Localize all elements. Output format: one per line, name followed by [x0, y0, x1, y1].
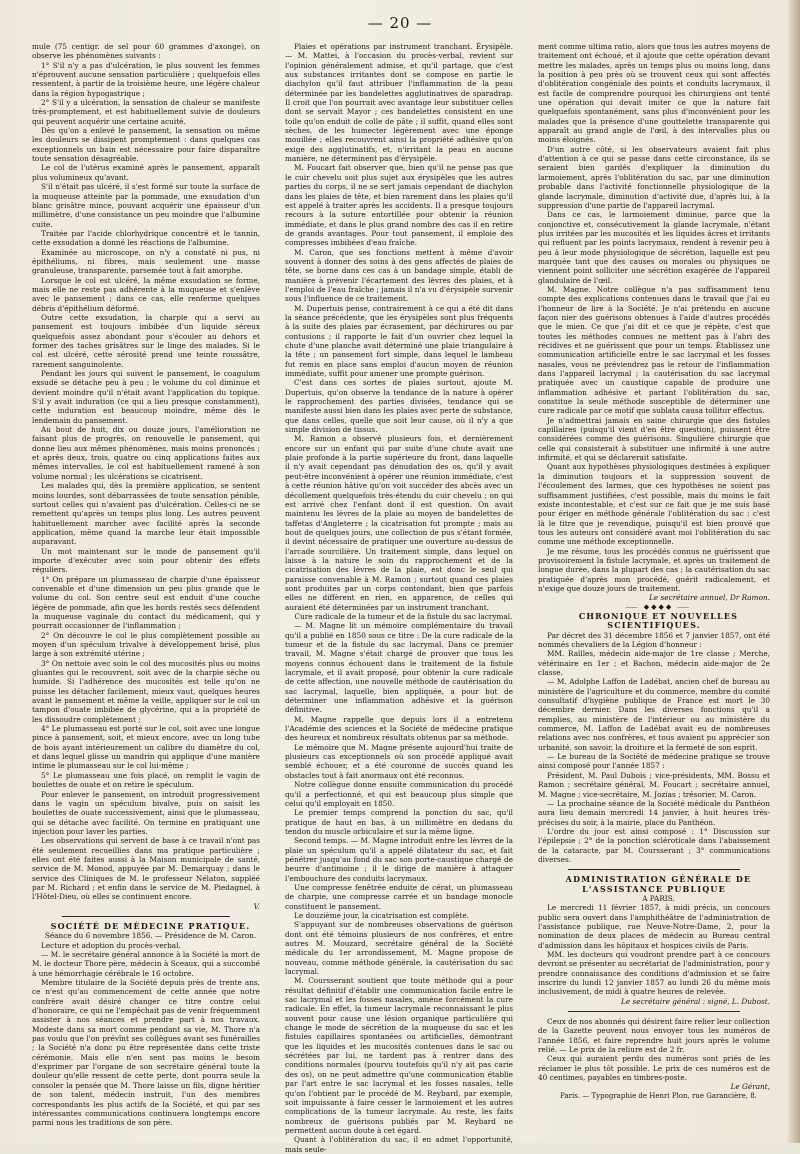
paragraph: 2° On découvre le col le plus complètement possible au moyen d'un spéculum trivalve à développement brisé, plus large à son extrémité utérine ;: [32, 630, 260, 659]
subsection-title: Cure radicale de la tumeur et de la fistule du sac lacrymal.: [294, 611, 513, 621]
page-edge: [788, 0, 800, 1143]
paragraph: Le mercredi 11 février 1857, à midi précis, un concours public sera ouvert dans l'amphithéâtre de l'administration de l'assistance publique, rue Neuve-Notre-Dame, 2, pour la nomination de deux places de médecin au Bureau central d'admission dans les hôpitaux et hospices civils de Paris.: [538, 903, 770, 950]
paragraph: Le douzième jour, la cicatrisation est complète.: [294, 910, 469, 920]
imprint-line: Paris. — Typographie de Henri Plon, rue Garancière, 8.: [560, 1091, 757, 1100]
paragraph: Je me résume, tous les procédés connus ne guérissent que provisoirement la fistule lacrymale, et après un traitement de longue durée, dans la plupart des cas ; la cautérisation du sac pratiquée d'après mon procédé, guérit radicalement, et n'exige que douze jours de traitement.: [538, 546, 770, 593]
column-middle: [285, 42, 513, 1154]
paragraph: Un mot maintenant sur le mode de pansement qu'il importe d'exécuter avec soin pour obtenir des effets réguliers.: [32, 546, 260, 575]
paragraph: Notre collègue donne ensuite communication du procédé qu'il a perfectionné, et qui est beaucoup plus simple que celui qu'il employait en 1850.: [285, 780, 513, 808]
paragraph: Le mémoire que M. Magne présente aujourd'hui traite de plusieurs cas exceptionnels où son procédé appliqué avait semblé échouer, et a été couronné de succès quand les obstacles tout à fait anormaux ont été reconnus.: [285, 742, 513, 780]
paragraph: 1° On prépare un plumasseau de charpie d'une épaisseur convenable et d'une dimension un peu plus grande que le volume du col. Son centre seul est enduit d'une couche légère de pommade, afin que les bords restés secs défendent la muqueuse vaginale du contact du médicament, qui y pourrait occasionner de l'inflammation ;: [32, 574, 260, 631]
paragraph: Examinée au microscope, on n'y a constaté ni pus, ni épithéliums, ni fibres, mais seulement une masse granuleuse, transparente, parsemée tout à fait amorphe.: [32, 247, 260, 276]
paragraph: MM. Raïlles, médecin aide-major de 1re classe ; Merche, vétérinaire en 1er ; et Bachon, médecin aide-major de 2e classe.: [538, 649, 770, 678]
paragraph: Pendant les jours qui suivent le pansement, le coagulum exsudé se détache peu à peu ; le volume du col diminue et devient moindre qu'il n'était avant l'application du topique. S'il y avait induration (ce qui a lieu presque constamment), cette induration est beaucoup moindre, même dès le lendemain du pansement.: [32, 369, 260, 425]
paragraph: 3° On nettoie avec soin le col des mucosités plus ou moins gluantes qui le recouvrent, soit avec de la charpie sèche ou humide. Si l'adhérence des mucosités est telle qu'on ne puisse les détacher facilement, mieux vaut, quelques heures avant le pansement et même la veille, appliquer sur le col un tampon d'ouate imbibée de glycérine, qui a la propriété de les dissoudre complètement ;: [32, 658, 260, 724]
paragraph: Pour enlever le pansement, on introduit progressivement dans le vagin un spéculum bivalve, puis on saisit les boulettes de ouate successivement, ainsi que le plumasseau, qui se détache avec facilité. On termine en pratiquant une injection pour laver les parties.: [32, 789, 260, 836]
paragraph: M. Caron, que ses fonctions mettent à même d'avoir souvent à donner des soins à des gens affectés de plaies de tête, se borne dans ces cas à un bandage simple, établi de manière à prévenir l'écartement des lèvres des plaies, et à l'emploi de l'eau fraîche ; jamais il n'a vu d'érysipèle survenir sous l'influence de ce traitement.: [285, 247, 513, 304]
paragraph: — La prochaine séance de la Société médicale du Panthéon aura lieu demain mercredi 14 janvier, à huit heures très-précises du soir, à la mairie, place du Panthéon.: [538, 798, 770, 827]
paragraph: L'ordre du jour est ainsi composé : 1° Discussion sur l'épilepsie ; 2° de la ponction scléroticale dans l'abaissement de la cataracte, par M. Coursserant ; 3° communications diverses.: [538, 826, 770, 864]
paragraph: M. Dupertuis pense, contrairement à ce qui a été dit dans la séance précédente, que les érysipèles sont plus fréquents à la suite des plaies par écrasement, par déchirures ou par contusions ; il rapporte le fait d'un ouvrier chez lequel la chute d'une planche avait déterminé une plaie triangulaire à la tête ; un pansement fort simple, dans lequel le lambeau fut remis en place sans emploi d'aucun moyen de réunion immédiate, suffit pour amener une prompte guérison.: [285, 303, 513, 379]
paragraph: 1° S'il n'y a pas d'ulcération, le plus souvent les femmes n'éprouvent aucune sensation particulière ; quelquefois elles ressentent, à partir de la troisième heure, une légère chaleur dans la région hypogastrique ;: [32, 60, 260, 98]
paragraph: Lorsque le col est ulcéré, la même exsudation se forme, mais elle ne reste pas adhérente à la muqueuse et s'enlève avec le pansement ; dans ce cas, elle renferme quelques débris d'épithélium déformé.: [32, 275, 260, 313]
paragraph: Traitée par l'acide chlorhydrique concentré et le tannin, cette exsudation a donné les réactions de l'albumine.: [32, 228, 260, 248]
paragraph: 4° Le plumasseau est porté sur le col, soit avec une longue pince à pansement, soit, et mieux encore, avec un long tube de bois ayant intérieurement un calibre du diamètre du col, et dans lequel glisse un mandrin qui applique d'une manière intime le plumasseau sur le col lui-même ;: [32, 724, 260, 771]
paragraph: Le premier temps comprend la ponction du sac, qu'il pratique de haut en bas, à un millimètre en dedans du tendon du muscle orbiculaire et sur la même ligne.: [285, 808, 513, 836]
paragraph: — Le bureau de la Société de médecine pratique se trouve ainsi composé pour l'année 1857 :: [538, 752, 770, 771]
section-divider: [62, 916, 230, 917]
paragraph: Les observations qui servent de base à ce travail n'ont pas été seulement recueillies dans ma pratique particulière ; elles ont été faites aussi à la Maison municipale de santé, service de M. Monod, appuyée par M. Demarquay ; dans le service des Cliniques de M. le professeur Nélaton, suppléé par M. Richard ; et enfin dans le service de M. Piedagnel, à l'Hôtel-Dieu, où elles se continuent encore.: [32, 836, 260, 902]
paragraph: — M. le secrétaire général annonce à la Société la mort de M. le docteur Thore père, médecin à Sceaux, qui a succombé à une hémorrhagie cérébrale le 16 octobre.: [32, 950, 260, 978]
section-title: SOCIÉTÉ DE MÉDECINE PRATIQUE.: [50, 920, 251, 931]
paragraph: 2° S'il y a ulcération, la sensation de chaleur se manifeste très-promptement, et est habituellement suivie de douleurs qui peuvent acquérir une certaine acuité.: [32, 98, 260, 126]
paragraph: Une compresse fenêtrée enduite de cérat, un plumasseau de charpie, une compresse carrée et un bandage monocle constituent le pansement.: [285, 882, 513, 911]
paragraph: Ceux qui auraient perdu des numéros sont priés de les réclamer le plus tôt possible. Le prix de ces numéros est de 40 centimes, payables en timbres-poste.: [538, 1054, 770, 1083]
paragraph: M. Coursserant soutient que toute méthode qui a pour résultat définitif d'établir une communication facile entre le sac lacrymal et les fosses nasales, amène forcément la cure radicale. En effet, la tumeur lacrymale reconnaissant le plus souvent pour cause une lésion organique particulière qui change le mode de sécrétion de la muqueuse du sac et les fistules capillaires spontanées ou artificielles, démontrant que les liquides et les mucosités contenues dans le sac ou sécrétées par lui, ne tardent pas à rentrer dans des conditions normales (pourvu toutefois qu'il n'y ait pas carie des os), on ne peut admettre qu'une communication établie par l'art entre le sac lacrymal et les fosses nasales, telle qu'on l'obtient par le procédé de M. Reybard, par exemple, soit impuissante à faire cesser le larmoiement et les autres complications de la tumeur lacrymale. Au reste, les faits nombreux de guérisons publiés par M. Reybard ne permettent aucun doute à cet égard.: [285, 976, 513, 1135]
place-line: A PARIS.: [642, 893, 675, 903]
section-title: CHRONIQUE ET NOUVELLES SCIENTIFIQUES.: [578, 610, 739, 631]
paragraph: MM. les docteurs qui voudront prendre part à ce concours devront se présenter au secrétariat de l'administration, pour y prendre connaissance des conditions d'admission et se faire inscrire du lundi 12 janvier 1857 au lundi 26 du même mois inclusivement, de midi à quatre heures de relevée.: [538, 950, 770, 997]
paragraph: Second temps. — M. Magne introduit entre les lèvres de la plaie un spéculum qu'il a appelé dilatateur du sac, et fait pénétrer jusqu'au fond du sac son porte-caustique chargé de beurre d'antimoine ; il le dirige de manière à attaquer l'embouchure des conduits lacrymaux.: [285, 836, 513, 883]
paragraph: Le col de l'utérus examiné après le pansement, apparaît plus volumineux qu'avant.: [32, 163, 260, 182]
meeting-line: Séance du 6 novembre 1856. — Présidence de M. Caron.: [44, 931, 257, 941]
article-signature: V.: [253, 901, 260, 911]
section-divider: [568, 869, 740, 870]
paragraph: Dans ce cas, le larmoiement diminue, parce que la conjonctive et, consécutivement la glande lacrymale, n'étant plus irritées par les mucosités et les liquides âcres et irritants qui refluent par les points lacrymaux, rendent à revenir peu à peu à leur mode physiologique de sécrétion, laquelle est peu marquée tant que des causes ou morales ou physiques ne viennent point solliciter une sécrétion exagérée de l'appareil glandulaire de l'œil.: [538, 210, 770, 285]
paragraph: — M. Adolphe Laffon de Ladébat, ancien chef de bureau au ministère de l'agriculture et du commerce, membre du comité consultatif d'hygiène publique de France est mort le 30 décembre dernier. Dans les diverses fonctions qu'il a remplies, au ministère de l'intérieur ou au ministère du commerce, M. Laffon de Ladébat avait eu de nombreuses relations avec nos confrères, et tous avaient pu apprécier son urbanité, son savoir, la droiture et la fermeté de son esprit.: [538, 677, 770, 752]
paragraph: ment comme ultima ratio, alors que tous les autres moyens de traitement ont échoué, et il ajoute que cette opération devant mettre les malades, après un temps plus ou moins long, dans la position à peu près où se trouvent ceux qui sont affectés d'oblitération congéniale des points et conduits lacrymaux, il est facile de comprendre pourquoi les chirurgiens ont tenté une opération qui devait imiter ce que la nature fait quelquefois spontanément, sans plus d'inconvénient pour les malades que la présence d'une gouttelette transparente qui apparaît au grand angle de l'œil, à des intervalles plus ou moins éloignés.: [538, 42, 770, 145]
paragraph: M. Ramon a observé plusieurs fois, et dernièrement encore sur un enfant qui par suite d'une chute avait une plaie profonde à la partie supérieure du front, dans laquelle il n'y avait cependant pas dénudation des os, qu'il y avait peut-être inconvénient à opérer une réunion immédiate, c'est à cette réunion hâtive qu'on voit succéder des abcès avec un décollement quelquefois très-étendu du cuir chevelu ; on qui est arrivé chez l'enfant dont il est question. On avait maintenu les lèvres de la plaie au moyen de bandelettes de taffetas d'Angleterre ; la cicatrisation fut prompte ; mais au bout de quelques jours, une collection de pus s'étant formée, il devint nécessaire de pratiquer une ouverture au-dessus de l'arcade sourcilière. Un traitement simple, dans lequel on laisse à la nature le soin du rapprochement et de la cicatrisation des lèvres de la plaie, est donc le seul qui paraisse convenable à M. Ramon ; surtout quand ces plaies sont produites par un corps contondant, bien que parfois elles ne diffèrent en rien, en apparence, de celles qui auraient été déterminées par un instrument tranchant.: [285, 434, 513, 612]
paragraph: Par décret des 31 décembre 1856 et 7 janvier 1857, ont été nommés chevaliers de la Légion d'honneur :: [538, 630, 770, 649]
paragraph: Dès qu'on a enlevé le pansement, la sensation ou même les douleurs se dissipent promptement : dans quelques cas exceptionnels un bain est nécessaire pour faire disparaître toute sensation désagréable.: [32, 126, 260, 164]
paragraph: 5° Le plumasseau une fois placé, on remplit le vagin de boulettes de ouate et on retire le spéculum.: [32, 770, 260, 790]
page-number: — 20 —: [367, 14, 433, 32]
section-title: ADMINISTRATION GÉNÉRALE DE L'ASSISTANCE PUBLIQUE: [565, 874, 752, 894]
ornament-divider: ⸺ ◆◆◆◆ ⸺: [625, 602, 692, 611]
secretary-signature: Le secrétaire général : signé, L. Dubost.: [621, 996, 770, 1006]
secretary-signature: Le secrétaire annuel, Dr Ramon.: [649, 593, 770, 603]
paragraph: S'il n'était pas ulcéré, il s'est formé sur toute la surface de la muqueuse atteinte par la pommade, une exsudation d'un blanc grisâtre mince, pouvant acquérir une épaisseur d'un millimètre, d'une consistance un peu moindre que l'albumine cuite.: [32, 182, 260, 229]
paragraph: Au bout de huit, dix ou douze jours, l'amélioration ne faisant plus de progrès, on renouvelle le pansement, qui donne lieu aux mêmes phénomènes, mais moins prononcés ; et après deux, trois, quatre ou cinq applications faites aux mêmes intervalles, le col est habituellement ramené à son volume normal ; les ulcérations se cicatrisent.: [32, 425, 260, 481]
paragraph: D'un autre côté, si les observateurs avaient fait plus d'attention à ce qui se passe dans cette circonstance, ils se seraient bien gardés d'expliquer la diminution du larmoiement, après l'oblitération du sac, par une diminution probable dans l'activité fonctionnelle physiologique de la glande lacrymale, diminution d'activité due, d'après lui, à la suppression d'une partie de l'appareil lacrymal.: [538, 144, 770, 210]
paragraph: Président, M. Paul Dubois ; vice-présidents, MM. Bossu et Ramon ; secrétaire général, M. Foucart ; secrétaire annuel, M. Magne ; vice-secrétaire, M. Jozias ; trésorier, M. Caron.: [538, 770, 770, 799]
paragraph: C'est dans ces sortes de plaies surtout, ajoute M. Dupertuis, qu'on observe la tendance de la nature à opérer le rapprochement des parties divisées, tendance qui se manifeste aussi bien dans les plaies avec perte de substance, que dans celles, quelle que soit leur cause, où il n'y a que simple division de tissus.: [285, 378, 513, 435]
paragraph: Quant à l'oblitération du sac, il en admet l'opportunité, mais seule-: [285, 1135, 513, 1154]
paragraph: Lecture et adoption du procès-verbal.: [41, 940, 181, 950]
paragraph: Ceux de nos abonnés qui désirent faire relier leur collection de la Gazette peuvent nous envoyer tous les numéros de l'année 1856, et faire reprendre huit jours après le volume relié. — Le prix de la reliure est de 2 fr.: [538, 1017, 770, 1055]
paragraph: Je n'admettrai jamais en saine chirurgie que des fistules capillaires (puisqu'il vient d'en être question), puissent être considérées comme des guérisons. Singulière chirurgie que celle qui consisterait à substituer une infirmité à une autre infirmité, et qui se déclarerait satisfaite.: [538, 415, 770, 463]
paragraph: Quant aux hypothèses physiologiques destinées à expliquer la diminution toujours et la suppression souvent de l'écoulement des larmes, que ces hypothèses ne soient pas suffisamment justifiées, c'est possible, mais du moins le fait existe incontestable, et c'est sur ce fait que je me suis basé pour ériger en méthode générale l'oblitération du sac : c'est là le titre que je revendique, puisqu'il est bien prouvé que tous les auteurs ont considéré avant moi l'oblitération du sac comme une méthode exceptionnelle.: [538, 462, 770, 547]
paragraph: mule (75 centigr. de sel pour 60 grammes d'axonge), on observe les phénomènes suivants :: [32, 42, 260, 61]
paragraph: Les malades qui, dès la première application, se sentent moins lourdes, sont débarrassées de toute sensation pénible, surtout celles qui n'avaient pas d'ulcération. Celles-ci ne se remettent qu'après un temps plus long. Les autres peuvent habituellement marcher avec facilité après la seconde application, même quand la marche leur était impossible auparavant.: [32, 481, 260, 547]
paragraph: — M. Magne lit un mémoire complémentaire du travail qu'il a publié en 1850 sous ce titre : De la cure radicale de la tumeur et de la fistule du sac lacrymal. Dans ce premier travail, M. Magne s'était chargé de prouver que tous les moyens connus échouent dans le traitement de la fistule lacrymale, et il avait proposé, pour obtenir la cure radicale de cette affection, une nouvelle méthode de cautérisation du sac lacrymal, laquelle, bien appliquée, a pour but de déterminer une inflammation adhésive et la guérison définitive.: [285, 621, 513, 715]
gerant-line: Le Gérant,: [730, 1082, 770, 1092]
column-right: [538, 42, 770, 1132]
paragraph: M. Magne. Notre collègue n'a pas suffisamment tenu compte des explications contenues dans le travail que j'ai eu l'honneur de lire à la Société. Je n'ai prétendu en aucune façon nier des guérisons obtenues à l'aide d'autres procédés que le mien. Ce que j'ai dit et ce que je répète, c'est que toutes les méthodes connues ne mettent pas à l'abri des récidives et ne guérissent que pour un temps. Établissez une communication artificielle entre le sac lacrymal et les fosses nasales, vous ne préviendrez pas le retour de l'inflammation dans l'appareil lacrymal ; la cautérisation du sac lacrymal pratiquée avec un caustique capable de produire une inflammation adhésive et partant l'oblitération du sac, constitue la seule méthode susceptible de déterminer une cure radicale par ce motif que sublata causa tollitur effectus.: [538, 284, 770, 416]
paragraph: Plaies et opérations par instrument tranchant. Érysipèle. — M. Mattei, à l'occasion du procès-verbal, revient sur l'opinion généralement admise, et qu'il partage, que c'est aux substances irritantes dont se compose en partie le diachylon qu'il faut attribuer l'inflammation de la peau déterminée par les bandelettes agglutinatives de sparadrap. Il croit que l'on pourrait avec avantage leur substituer celles dont se servait Mayor ; ces bandelettes consistent en une toile qu'on enduit de colle de pâte ; il suffit, quand elles sont sèches, de les humecter légèrement avec une éponge mouillée ; elles recouvrent ainsi la propriété adhésive qu'on exige des agglutinatifs, et, n'irritant la peau en aucune manière, ne déterminent pas d'érysipèle.: [285, 42, 513, 164]
section-divider: [568, 1011, 740, 1012]
paragraph: S'appuyant sur de nombreuses observations de guérison dont ont été témoins plusieurs de nos confrères, et entre autres M. Mouzard, secrétaire général de la Société médicale du 1er arrondissement, M. Magne propose de nouveau, comme méthode générale, la cautérisation du sac lacrymal.: [285, 920, 513, 977]
paragraph: Outre cette exsudation, la charpie qui a servi au pansement est toujours imbibée d'un liquide séreux quelquefois assez abondant pour s'écouler au dehors et former des taches grisâtres sur le linge des malades. Si le col est ulcéré, cette sérosité prend une teinte roussâtre, rarement sanguinolente.: [32, 312, 260, 369]
paragraph: M. Magne rappelle que depuis lors il a entretenu l'Académie des sciences et la Société de médecine pratique des heureux et nombreux résultats obtenus par sa méthode.: [285, 714, 513, 743]
column-left: [32, 42, 260, 1132]
paragraph: M. Foucart fait observer que, bien qu'il ne pense pas que le cuir chevelu soit plus sujet aux érysipèles que les autres parties du corps, il ne se sert jamais cependant de diachylon dans les plaies de tête, et bien rarement dans les plaies qu'il est appelé à traiter après les accidents. Il a presque toujours recours à la suture entortillée pour obtenir la réunion immédiate, et dans le plus grand nombre des cas il en retire de grands avantages. Pour tout pansement, il emploie des compresses imbibées d'eau fraîche.: [285, 163, 513, 248]
paragraph: Membre titulaire de la Société depuis près de trente ans, ce n'est qu'au commencement de cette année que notre confrère avait désiré changer ce titre contre celui d'honoraire, ce qui ne l'empêchait pas de venir fréquemment assister à nos séances et prendre part à nos travaux. Modeste dans sa mort comme pendant sa vie, M. Thore n'a pas voulu que l'on prévînt ses collègues avant ses funérailles ; la Société n'a donc pu être représentée dans cette triste cérémonie. Mais elle n'en sent pas moins le besoin d'exprimer par l'organe de son secrétaire général toute la douleur qu'elle ressent de cette perte, dont pourra seule la consoler la pensée que M. Thore laisse un fils, digne héritier de son talent, médecin instruit, l'un des membres correspondants les plus actifs de la Société, et qui par ses intéressantes communications continuera longtemps encore parmi nous les traditions de son père.: [32, 978, 260, 1128]
